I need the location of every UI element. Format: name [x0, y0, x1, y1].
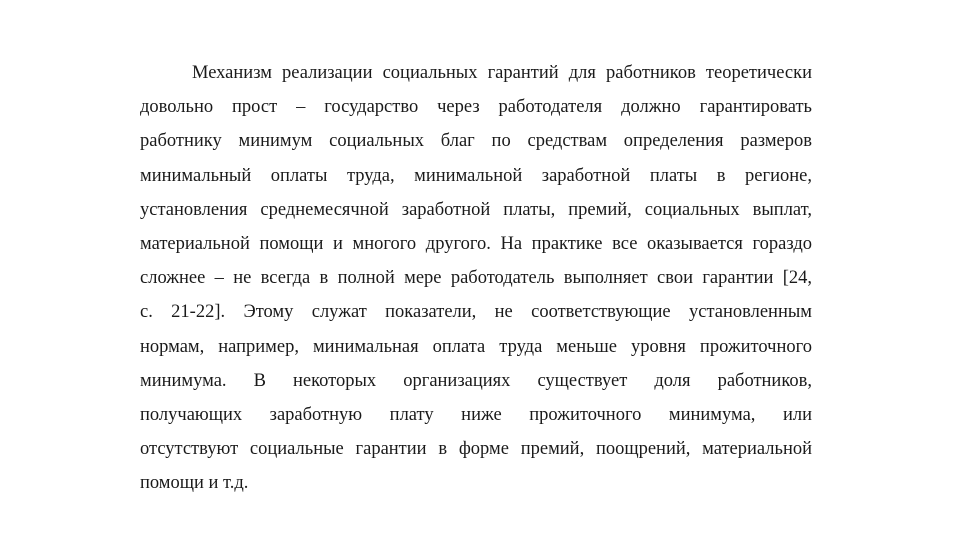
paragraph-line: материальной помощи и многого другого. На практике все оказывается гораздо: [140, 233, 812, 254]
paragraph-line: установления среднемесячной заработной платы, премий, социальных выплат,: [140, 199, 812, 220]
paragraph-line: сложнее – не всегда в полной мере работодатель выполняет свои гарантии [24,: [140, 268, 812, 289]
paragraph-line: Механизм реализации социальных гарантий для работников теоретически: [192, 63, 812, 83]
paragraph-line: помощи и т.д.: [140, 473, 249, 494]
paragraph-line: с. 21-22]. Этому служат показатели, не соответствующие установленным: [140, 302, 812, 323]
paragraph-line: минимума. В некоторых организациях существует доля работников,: [140, 370, 812, 391]
paragraph-line: нормам, например, минимальная оплата труда меньше уровня прожиточного: [140, 336, 812, 357]
paragraph-line: работнику минимум социальных благ по средствам определения размеров: [140, 131, 812, 152]
paragraph-line: довольно прост – государство через работодателя должно гарантировать: [140, 97, 812, 118]
body-paragraph: [140, 56, 812, 500]
paragraph-line: получающих заработную плату ниже прожиточного минимума, или: [140, 404, 812, 425]
paragraph-line: минимальный оплаты труда, минимальной заработной платы в регионе,: [140, 165, 812, 186]
paragraph-line: отсутствуют социальные гарантии в форме премий, поощрений, материальной: [140, 439, 812, 460]
